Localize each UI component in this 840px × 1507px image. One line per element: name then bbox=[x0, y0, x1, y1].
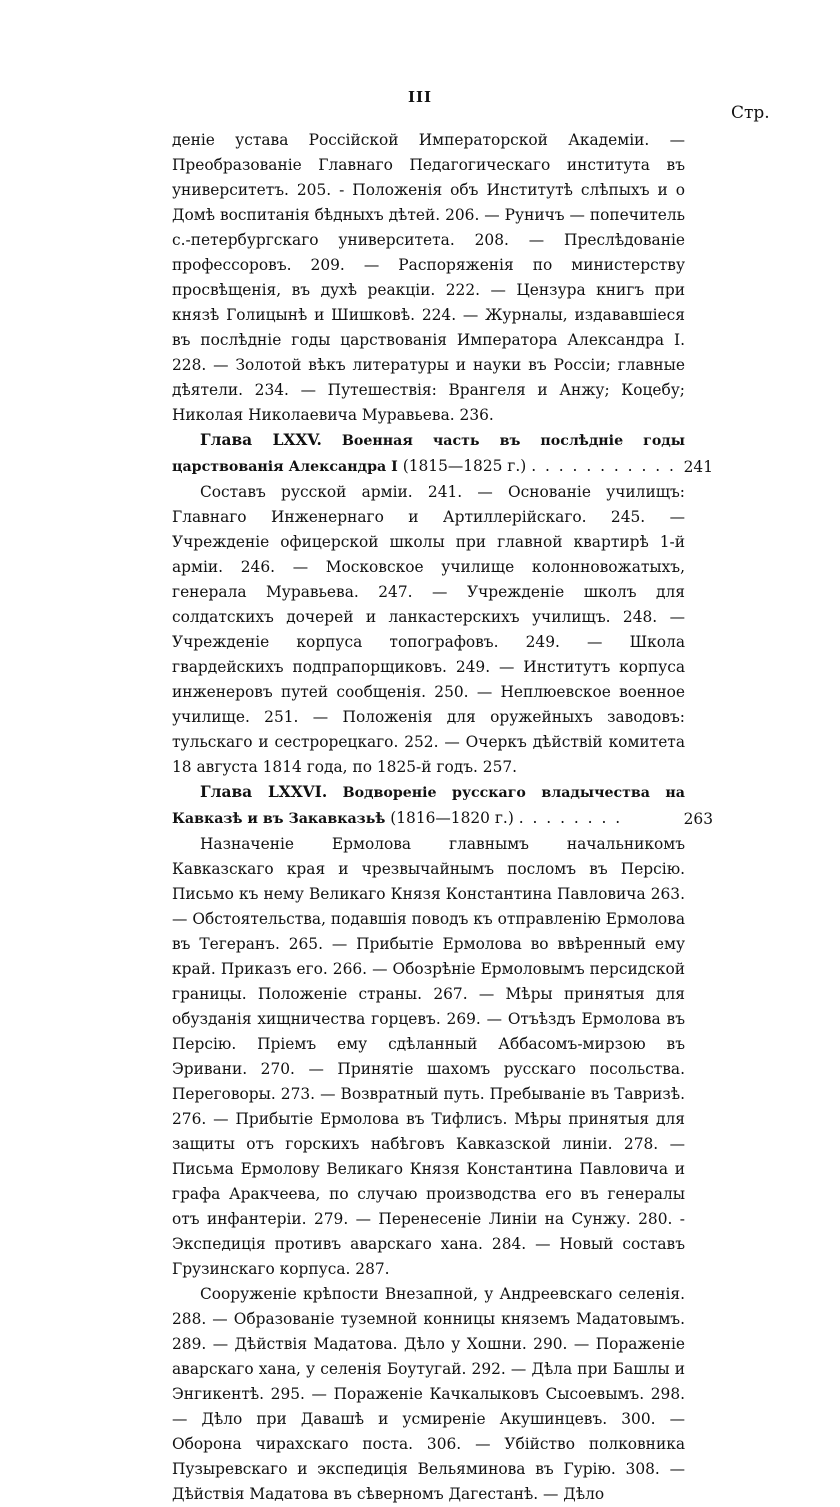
toc-paragraph: Составъ русской арміи. 241. — Основаніе училищъ: Главнаго Инженернаго и Артиллерійскаго. 245. — Учрежденіе офицерской школы при главной квартирѣ 1-й арміи. 246. — Московское училище колонновожатыхъ, генерала Муравьева. 247. — Учрежденіе школъ для солдатскихъ дочерей и ланкастерскихъ училищъ. 248. — Учрежденіе корпуса топографовъ. 249. — Школа гвардейскихъ подпрапорщиковъ. 249. — Институтъ корпуса инженеровъ путей сообщенія. 250. — Неплюевское военное училище. 251. — Положенія для оружейныхъ заводовъ: тульскаго и сестрорецкаго. 252. — Очеркъ дѣйствій комитета 18 августа 1814 года, по 1825-й годъ. 257. bbox=[172, 483, 685, 776]
table-of-contents bbox=[172, 128, 713, 1507]
page-column-label: Стр. bbox=[731, 103, 770, 123]
dot-leader: . . . . . . . . . . . bbox=[531, 457, 676, 475]
toc-paragraph: деніе устава Россійской Императорской Академіи. — Преобразованіе Главнаго Педагогическаго института въ университетъ. 205. - Положенія объ Институтѣ слѣпыхъ и о Домѣ воспитанія бѣдныхъ дѣтей. 206. — Руничъ — попечитель с.-петербургскаго университета. 208. — Преслѣдованіе профессоровъ. 209. — Распоряженія по министерству просвѣщенія, въ духѣ реакціи. 222. — Цензура книгъ при князѣ Голицынѣ и Шишковѣ. 224. — Журналы, издававшіеся въ послѣдніе годы царствованія Императора Александра I. 228. — Золотой вѣкъ литературы и науки въ Россіи; главные дѣятели. 234. — Путешествія: Врангеля и Анжу; Коцебу; Николая Николаевича Муравьева. 236. bbox=[172, 131, 685, 424]
dot-leader: . . . . . . . . bbox=[518, 809, 623, 827]
chapter-page-number: 263 bbox=[683, 810, 713, 828]
chapter-heading-75 bbox=[172, 428, 713, 480]
chapter-years: (1816—1820 г.) bbox=[390, 809, 514, 827]
chapter-heading-76 bbox=[172, 780, 713, 832]
chapter-label: Глава LXXV. bbox=[200, 431, 322, 449]
chapter-label: Глава LXXVI. bbox=[200, 783, 328, 801]
toc-paragraph: Сооруженіе крѣпости Внезапной, у Андреевскаго селенія. 288. — Образованіе туземной конницы княземъ Мадатовымъ. 289. — Дѣйствія Мадатова. Дѣло у Хошни. 290. — Пораженіе аварскаго хана, у селенія Боутугай. 292. — Дѣла при Башлы и Энгикентѣ. 295. — Пораженіе Качкалыковъ Сысоевымъ. 298. — Дѣло при Давашѣ и усмиреніе Акушинцевъ. 300. — Оборона чирахскаго поста. 306. — Убійство полковника Пузыревскаго и экспедиція Вельяминова въ Гурію. 308. — Дѣйствія Мадатова въ сѣверномъ Дагестанѣ. — Дѣло bbox=[172, 1285, 685, 1503]
chapter-title: Водвореніе русскаго владычества на Кавказѣ и въ Закавказьѣ bbox=[172, 785, 685, 827]
page-number: III bbox=[408, 88, 433, 106]
toc-paragraph: Назначеніе Ермолова главнымъ начальникомъ Кавказскаго края и чрезвычайнымъ посломъ въ Персію. Письмо къ нему Великаго Князя Константина Павловича 263. — Обстоятельства, подавшія поводъ къ отправленію Ермолова въ Тегеранъ. 265. — Прибытіе Ермолова во ввѣренный ему край. Приказъ его. 266. — Обозрѣніе Ермоловымъ персидской границы. Положеніе страны. 267. — Мѣры принятыя для обузданія хищничества горцевъ. 269. — Отъѣздъ Ермолова въ Персію. Пріемъ ему сдѣланный Аббасомъ-мирзою въ Эривани. 270. — Принятіе шахомъ русскаго посольства. Переговоры. 273. — Возвратный путь. Пребываніе въ Тавризѣ. 276. — Прибытіе Ермолова въ Тифлисъ. Мѣры принятыя для защиты отъ горскихъ набѣговъ Кавказской линіи. 278. — Письма Ермолову Великаго Князя Константина Павловича и графа Аракчеева, по случаю производства его въ генералы отъ инфантеріи. 279. — Перенесеніе Линіи на Сунжу. 280. - Экспедиція противъ аварскаго хана. 284. — Новый составъ Грузинскаго корпуса. 287. bbox=[172, 835, 685, 1278]
chapter-page-number: 241 bbox=[683, 458, 713, 476]
chapter-years: (1815—1825 г.) bbox=[402, 457, 527, 475]
chapter-title: Военная часть въ послѣдніе годы царствованія Александра I bbox=[172, 433, 685, 475]
